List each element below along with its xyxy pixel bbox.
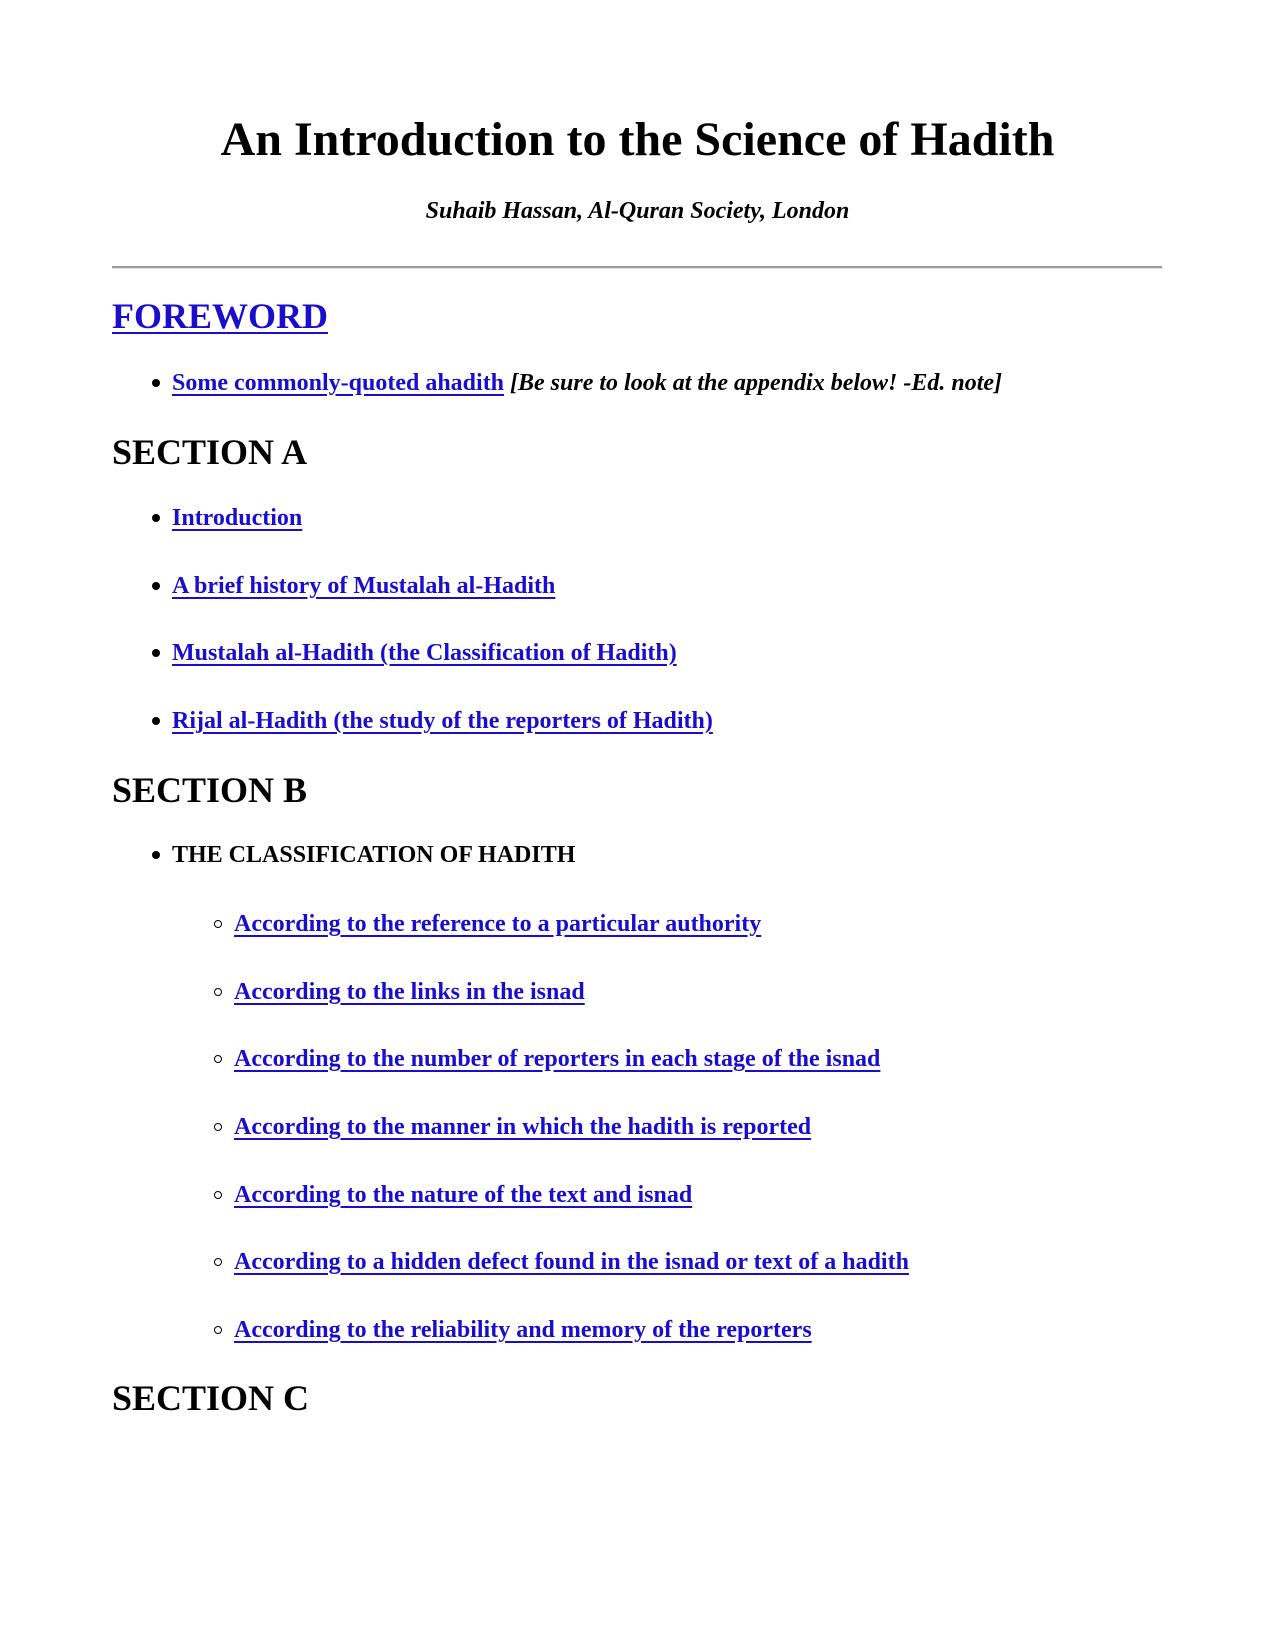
classification-link-reliability[interactable]: According to the reliability and memory of the reporters (234, 1317, 812, 1343)
section-a-heading: SECTION A (112, 432, 308, 472)
rijal-al-hadith-link[interactable]: Rijal al-Hadith (the study of the reporters of Hadith) (172, 708, 713, 734)
foreword-link[interactable]: FOREWORD (112, 296, 328, 336)
mustalah-classification-link[interactable]: Mustalah al-Hadith (the Classification of Hadith) (172, 640, 677, 666)
introduction-link[interactable]: Introduction (172, 505, 303, 531)
bullet-circle-icon (208, 977, 228, 1007)
bullet-disc-icon (146, 706, 166, 736)
bullet-circle-icon (208, 909, 228, 939)
bullet-disc-icon (146, 840, 166, 870)
classification-link-nature[interactable]: According to the nature of the text and isnad (234, 1182, 693, 1208)
section-c-heading: SECTION C (112, 1378, 310, 1418)
editor-note: [Be sure to look at the appendix below! -Ed. note] (510, 370, 1003, 396)
document-title: An Introduction to the Science of Hadith (220, 113, 1055, 166)
horizontal-rule (112, 266, 1162, 269)
section-b-heading: SECTION B (112, 770, 308, 810)
bullet-circle-icon (208, 1180, 228, 1210)
bullet-circle-icon (208, 1247, 228, 1277)
foreword-heading (112, 294, 328, 338)
bullet-disc-icon (146, 368, 166, 398)
history-mustalah-link[interactable]: A brief history of Mustalah al-Hadith (172, 573, 556, 599)
classification-link-manner[interactable]: According to the manner in which the hadith is reported (234, 1114, 812, 1140)
bullet-disc-icon (146, 503, 166, 533)
classification-link-number-reporters[interactable]: According to the number of reporters in each stage of the isnad (234, 1046, 881, 1072)
bullet-circle-icon (208, 1044, 228, 1074)
classification-link-authority[interactable]: According to the reference to a particular authority (234, 911, 762, 937)
commonly-quoted-ahadith-link[interactable]: Some commonly-quoted ahadith (172, 370, 505, 396)
bullet-circle-icon (208, 1112, 228, 1142)
classification-link-isnad-links[interactable]: According to the links in the isnad (234, 979, 585, 1005)
classification-link-hidden-defect[interactable]: According to a hidden defect found in the isnad or text of a hadith (234, 1249, 909, 1275)
classification-group-label: THE CLASSIFICATION OF HADITH (172, 842, 576, 868)
bullet-circle-icon (208, 1315, 228, 1345)
bullet-disc-icon (146, 571, 166, 601)
bullet-disc-icon (146, 638, 166, 668)
document-subtitle: Suhaib Hassan, Al-Quran Society, London (425, 198, 850, 224)
